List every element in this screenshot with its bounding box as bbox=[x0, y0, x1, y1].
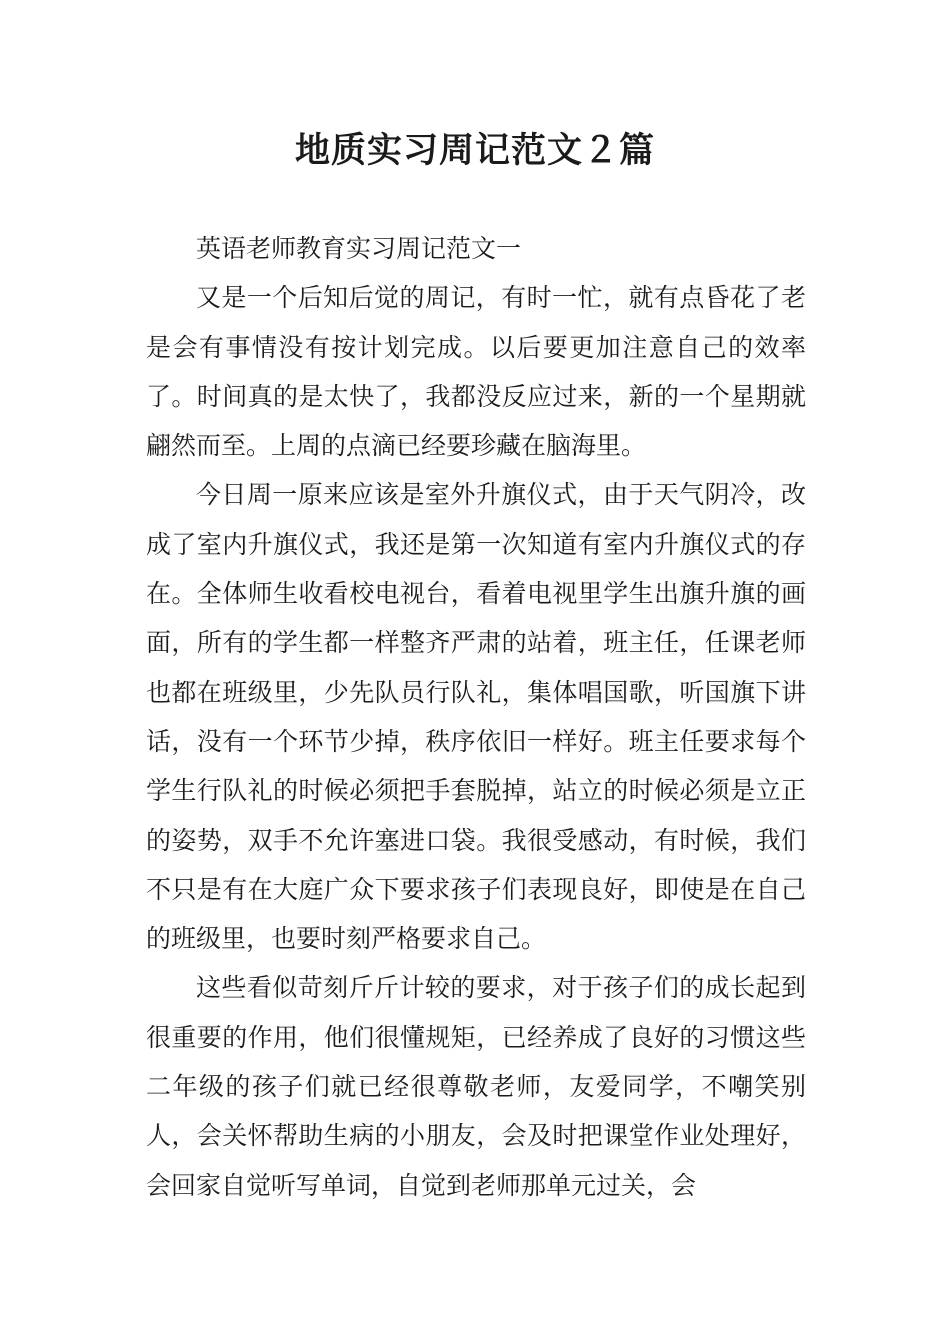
section-heading: 英语老师教育实习周记范文一 bbox=[196, 234, 522, 263]
paragraph-1: 又是一个后知后觉的周记，有时一忙，就有点昏花了老是会有事情没有按计划完成。以后要更加注意自己的效率了。时间真的是太快了，我都没反应过来，新的一个星期就翩然而至。上周的点滴已经要珍藏在脑海里。 bbox=[146, 283, 806, 461]
document-body bbox=[146, 224, 806, 1210]
paragraph-2: 今日周一原来应该是室外升旗仪式，由于天气阴冷，改成了室内升旗仪式，我还是第一次知道有室内升旗仪式的存在。全体师生收看校电视台，看着电视里学生出旗升旗的画面，所有的学生都一样整齐严肃的站着，班主任，任课老师也都在班级里，少先队员行队礼，集体唱国歌，听国旗下讲话，没有一个环节少掉，秩序依旧一样好。班主任要求每个学生行队礼的时候必须把手套脱掉，站立的时候必须是立正的姿势，双手不允许塞进口袋。我很受感动，有时候，我们不只是有在大庭广众下要求孩子们表现良好，即使是在自己的班级里，也要时刻严格要求自己。 bbox=[146, 480, 806, 954]
paragraph-3: 这些看似苛刻斤斤计较的要求，对于孩子们的成长起到很重要的作用，他们很懂规矩，已经养成了良好的习惯这些二年级的孩子们就已经很尊敬老师，友爱同学，不嘲笑别人，会关怀帮助生病的小朋友，会及时把课堂作业处理好，会回家自觉听写单词，自觉到老师那单元过关，会 bbox=[146, 973, 806, 1200]
document-title: 地质实习周记范文２篇 bbox=[294, 131, 655, 171]
